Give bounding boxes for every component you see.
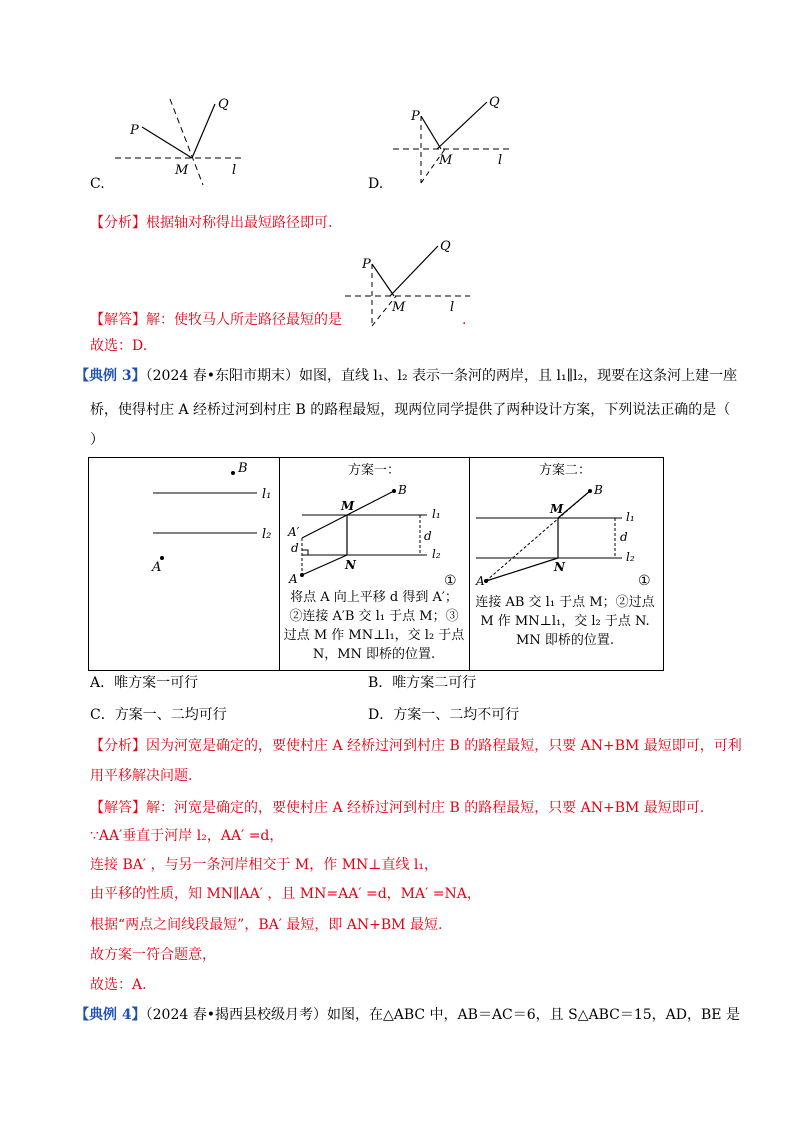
label-q: Q xyxy=(489,95,500,110)
label-p: P xyxy=(411,109,420,124)
label-d: d xyxy=(620,530,628,544)
analysis-tag: 【分析】 xyxy=(90,215,146,231)
plan2-text3: MN 即桥的位置. xyxy=(516,633,614,648)
answer-2-line3: 连接 BA′ ，与另一条河岸相交于 M，作 MN⊥直线 l₁， xyxy=(90,857,439,873)
plan2-figure xyxy=(472,478,660,588)
analysis-text: 因为河宽是确定的，要使村庄 A 经桥过河到村庄 B 的路程最短，只要 AN+BM 最短即可，可利 xyxy=(146,738,742,754)
label-p: P xyxy=(130,123,139,138)
label-m: M xyxy=(175,163,189,178)
figure-option-d xyxy=(385,88,525,188)
option-c: C．方案一、二均可行 xyxy=(90,707,227,723)
analysis-text: 根据轴对称得出最短路径即可. xyxy=(146,215,333,231)
plan1-figure xyxy=(282,478,468,588)
answer-2-line1 xyxy=(90,798,704,818)
plan1-text3: 过点 M 作 MN⊥l₁，交 l₂ 于点 xyxy=(283,628,465,643)
answer-2-line7: 故选：A. xyxy=(90,977,147,993)
plan1-text4: N，MN 即桥的位置. xyxy=(312,647,436,662)
example-source: （2024 春•东阳市期末） xyxy=(145,368,299,384)
label-m: M xyxy=(550,502,564,516)
label-b: B xyxy=(398,483,407,497)
plan2-text1: 连接 AB 交 l₁ 于点 M；②过点 xyxy=(475,595,655,610)
label-m: M xyxy=(392,300,406,315)
example-text: 如图，直线 l₁、l₂ 表示一条河的两岸，且 l₁∥l₂，现要在这条河上建一座 xyxy=(298,368,738,384)
plan1-text1: 将点 A 向上平移 d 得到 A′； xyxy=(290,590,458,605)
label-n: N xyxy=(345,558,356,572)
answer-2-line4: 由平移的性质，知 MN∥AA′ ，且 MN=AA′ =d，MA′ =NA， xyxy=(90,886,481,902)
analysis-1 xyxy=(90,213,332,233)
figure-answer xyxy=(340,236,475,328)
label-q: Q xyxy=(440,239,451,254)
label-a: A xyxy=(152,560,162,575)
label-l1: l₁ xyxy=(432,507,441,521)
answer-tag: 【解答】 xyxy=(90,312,146,328)
answer-1-end: . xyxy=(462,312,467,328)
label-b: B xyxy=(594,483,603,497)
example-text: （2024 春•揭西县校级月考）如图，在△ABC 中，AB＝AC＝6，且 S△ABC＝15，AD，BE 是 xyxy=(145,1007,740,1023)
label-l: l xyxy=(450,300,455,315)
label-d: d xyxy=(291,541,299,555)
label-a: A xyxy=(476,574,485,588)
plan2-text2: M 作 MN⊥l₁，交 l₂ 于点 N. xyxy=(480,614,650,629)
label-m: M xyxy=(439,153,453,168)
analysis-2-line2: 用平移解决问题. xyxy=(90,768,193,784)
label-l2: l₂ xyxy=(626,550,635,564)
example-tag: 【典例 3】 xyxy=(75,368,146,384)
example-tag: 【典例 4】 xyxy=(75,1007,146,1023)
option-b: B．唯方案二可行 xyxy=(368,675,477,691)
example-4 xyxy=(75,1005,740,1025)
plan1-title: 方案一： xyxy=(347,463,400,478)
label-l: l xyxy=(498,153,503,168)
label-l1: l₁ xyxy=(626,510,635,524)
option-a: A．唯方案一可行 xyxy=(90,675,199,691)
label-l2: l₂ xyxy=(262,527,272,542)
plan1-circle-num: ① xyxy=(444,573,457,589)
label-aprime: A′ xyxy=(288,525,300,539)
plan1-text2: ②连接 A′B 交 l₁ 于点 M；③ xyxy=(289,609,459,624)
example-3-line2: 桥，使得村庄 A 经桥过河到村庄 B 的路程最短，现两位同学提供了两种设计方案，下列说法正确的是（ xyxy=(90,402,731,418)
cell1-figure xyxy=(90,458,278,668)
label-l: l xyxy=(232,163,237,178)
answer-text: 解：河宽是确定的，要使村庄 A 经桥过河到村庄 B 的路程最短，只要 AN+BM 最短即可. xyxy=(146,800,705,816)
answer-2-line6: 故方案一符合题意， xyxy=(90,947,216,963)
choice-1: 故选：D. xyxy=(90,338,148,354)
label-a: A xyxy=(289,572,298,586)
answer-1 xyxy=(90,310,342,330)
label-q: Q xyxy=(218,97,229,112)
label-b: B xyxy=(238,461,248,476)
label-l2: l₂ xyxy=(432,547,441,561)
example-3-line1 xyxy=(75,366,737,386)
answer-tag: 【解答】 xyxy=(90,800,146,816)
option-c-label: C. xyxy=(90,176,105,192)
option-d-label: D. xyxy=(368,176,384,192)
answer-2-line5: 根据“两点之间线段最短”，BA′ 最短，即 AN+BM 最短. xyxy=(90,917,443,933)
label-d2: d xyxy=(424,529,432,543)
option-d: D．方案一、二均不可行 xyxy=(368,707,520,723)
figure-option-c xyxy=(100,90,270,185)
label-l1: l₁ xyxy=(262,487,272,502)
plan2-circle-num: ① xyxy=(638,573,651,589)
answer-text: 解：使牧马人所走路径最短的是 xyxy=(146,312,342,328)
plan2-title: 方案二： xyxy=(538,463,591,478)
analysis-2-line1 xyxy=(90,736,742,756)
answer-2-line2: ∵AA′垂直于河岸 l₂，AA′ =d， xyxy=(90,828,284,844)
example-3-line3: ） xyxy=(90,432,104,448)
label-m: M xyxy=(341,499,355,513)
analysis-tag: 【分析】 xyxy=(90,738,146,754)
label-n: N xyxy=(554,560,565,574)
label-p: P xyxy=(362,257,371,272)
